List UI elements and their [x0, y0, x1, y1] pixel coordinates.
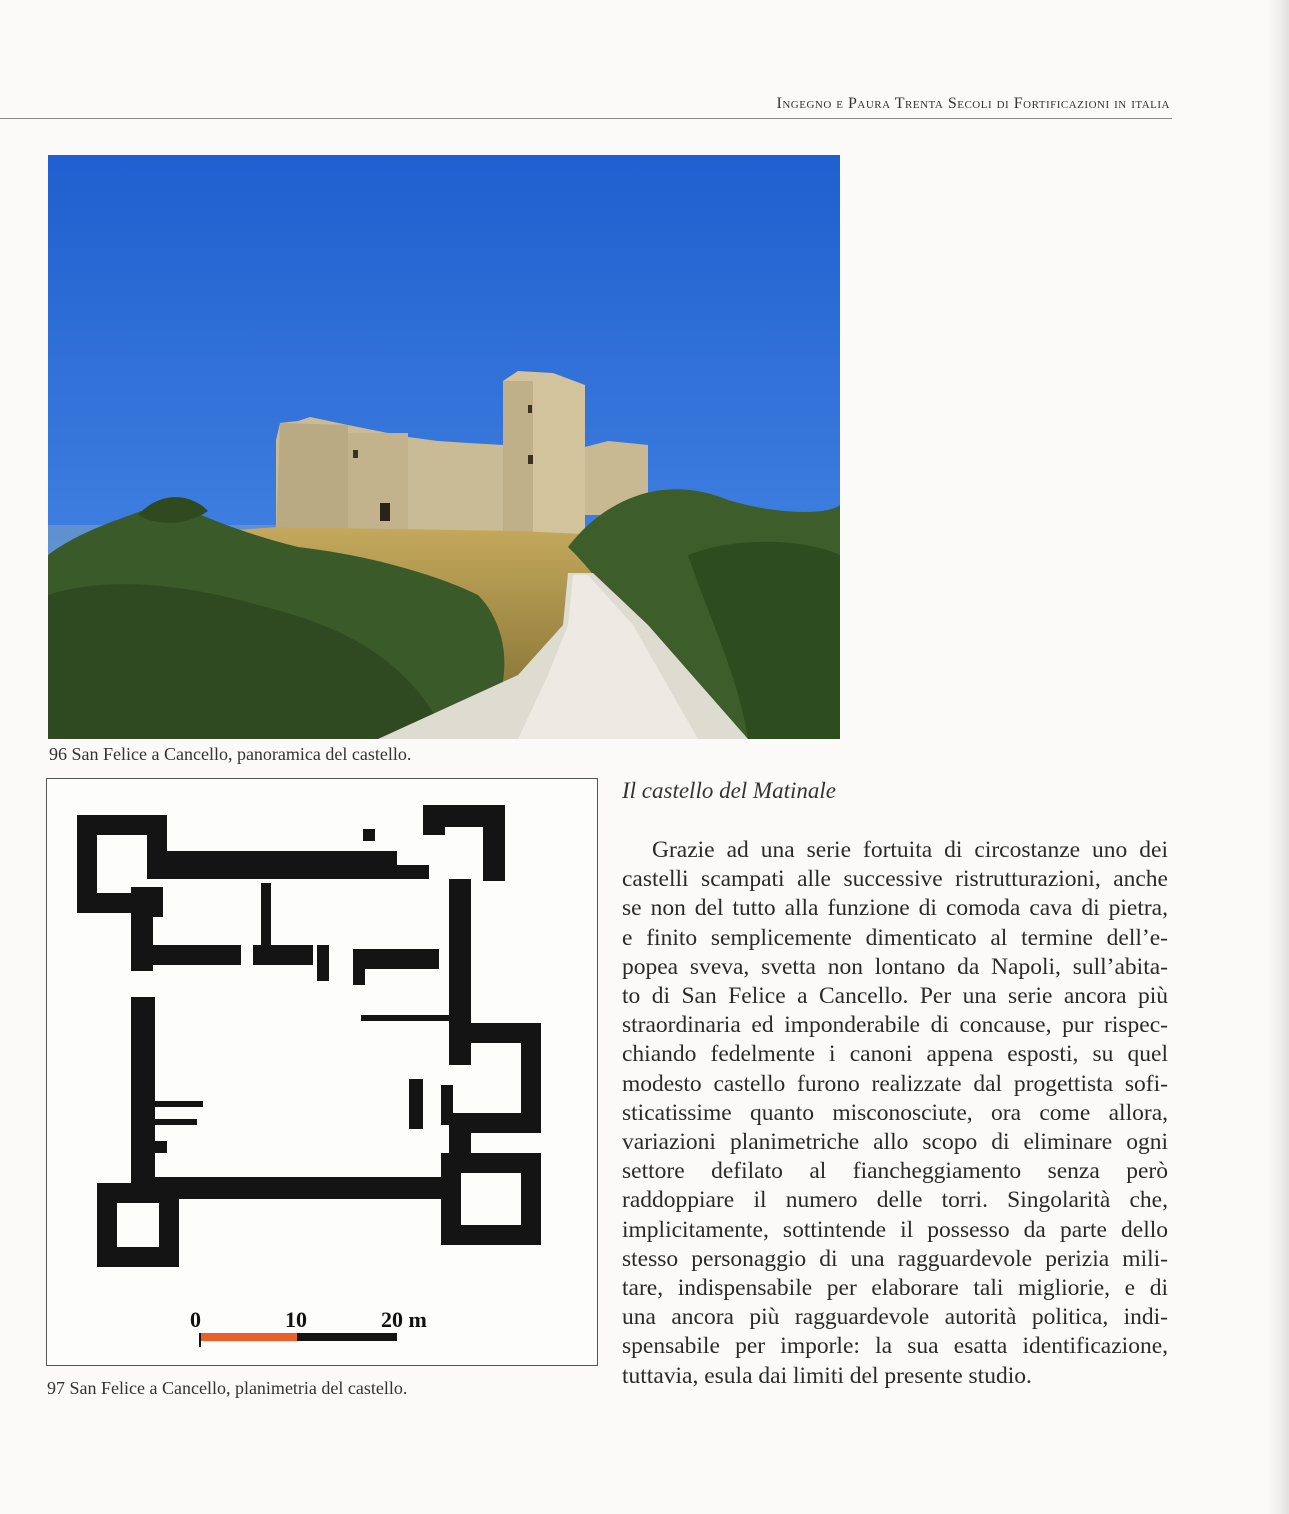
paragraph-line: variazioni planimetriche allo scopo di eliminare ogni	[622, 1129, 1168, 1156]
body-paragraph	[622, 836, 1168, 1391]
figure-96-caption: 96 San Felice a Cancello, panoramica del castello.	[49, 744, 412, 764]
castle-photo	[48, 155, 840, 739]
paragraph-line: sticatissime quanto misconosciute, ora come allora,	[622, 1099, 1168, 1126]
paragraph-line: popea sveva, svetta non lontano da Napoli, sull’abita-	[622, 953, 1168, 980]
scale-label-20m: 20 m	[381, 1307, 427, 1332]
paragraph-line: se non del tutto alla funzione di comoda cava di pietra,	[622, 895, 1168, 922]
castle-photo-illustration	[48, 155, 840, 739]
castle-plan	[46, 778, 598, 1366]
paragraph-line: implicitamente, sottintende il possesso da parte dello	[622, 1216, 1168, 1243]
paragraph-line: Grazie ad una serie fortuita di circostanze uno dei	[652, 837, 1168, 863]
paragraph-line: una ancora più ragguardevole autorità politica, indi-	[622, 1304, 1168, 1331]
figure-97-caption: 97 San Felice a Cancello, planimetria del castello.	[47, 1378, 408, 1398]
paragraph-line: straordinaria ed imponderabile di concause, pur rispec-	[622, 1012, 1168, 1039]
paragraph-line: castelli scampati alle successive ristrutturazioni, anche	[622, 866, 1168, 893]
castle-plan-drawing	[47, 779, 597, 1365]
scale-label-10: 10	[285, 1307, 307, 1332]
paragraph-line: stesso personaggio di una ragguardevole perizia mili-	[622, 1245, 1168, 1272]
scale-bar-orange	[199, 1333, 297, 1341]
header-rule	[0, 118, 1172, 119]
paragraph-line: to di San Felice a Cancello. Per una serie ancora più	[622, 983, 1168, 1010]
running-head: Ingegno e Paura Trenta Secoli di Fortificazioni in italia	[776, 95, 1170, 112]
paragraph-line: modesto castello furono realizzate dal progettista sofi-	[622, 1070, 1168, 1097]
paragraph-line: chiando fedelmente i canoni appena esposti, su quel	[622, 1041, 1168, 1068]
scale-label-0: 0	[190, 1307, 201, 1332]
paragraph-line: settore defilato al fiancheggiamento senza però	[622, 1158, 1168, 1185]
page-edge-shadow	[1267, 0, 1289, 1514]
paragraph-line: raddoppiare il numero delle torri. Singolarità che,	[622, 1187, 1168, 1214]
paragraph-line: tuttavia, esula dai limiti del presente studio.	[622, 1362, 1032, 1389]
paragraph-line: e finito semplicemente dimenticato al termine dell’e-	[622, 924, 1168, 951]
section-title: Il castello del Matinale	[622, 778, 836, 803]
paragraph-line: tare, indispensabile per elaborare tali migliorie, e di	[622, 1275, 1168, 1302]
scale-bar-black	[297, 1333, 397, 1341]
paragraph-line: spensabile per imporle: la sua esatta identificazione,	[622, 1333, 1168, 1360]
